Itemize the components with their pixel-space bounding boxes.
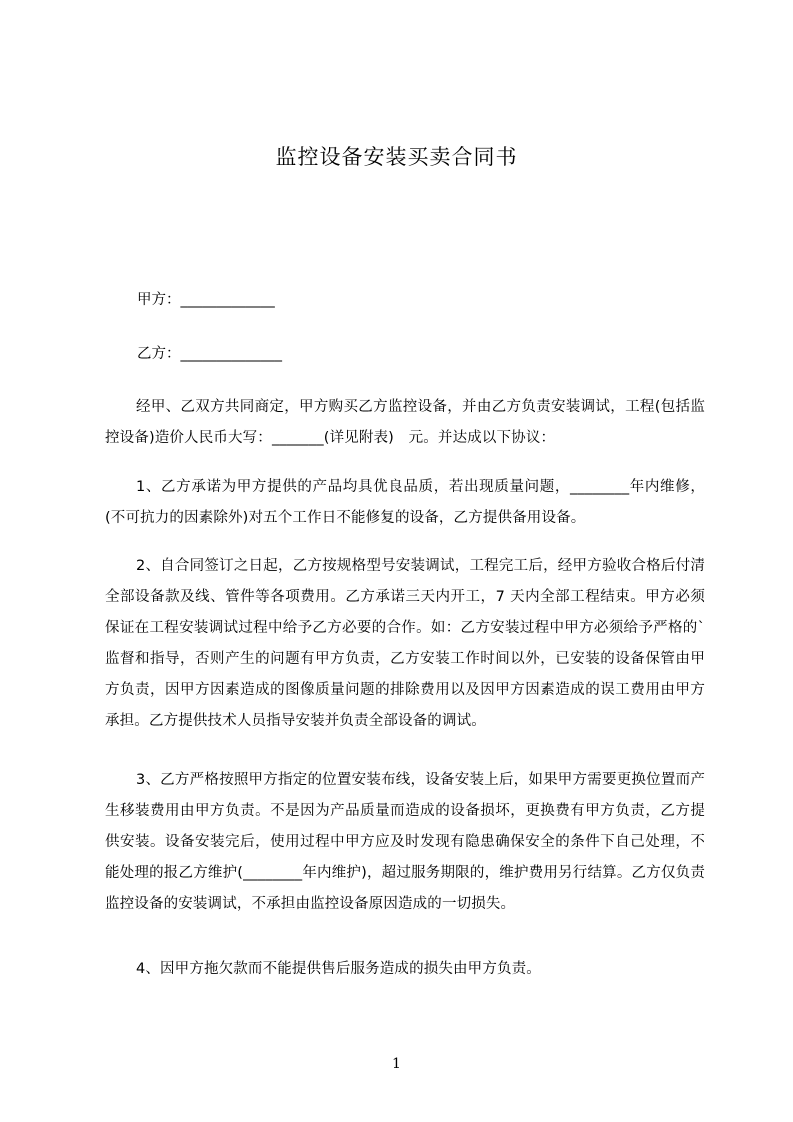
document-title: 监控设备安装买卖合同书 xyxy=(275,145,518,169)
clause-1-paragraph: 1、乙方承诺为甲方提供的产品均具优良品质，若出现质量问题，________年内维修，(不可抗力的因素除外)对五个工作日不能修复的设备，乙方提供备用设备。 xyxy=(105,479,705,526)
page-number: 1 xyxy=(392,1056,401,1072)
party-b-line: 乙方：______________ xyxy=(137,346,282,362)
party-a-line: 甲方：_____________ xyxy=(137,292,275,308)
clause-4-paragraph: 4、因甲方拖欠款而不能提供售后服务造成的损失由甲方负责。 xyxy=(136,961,541,977)
clause-2-paragraph: 2、自合同签订之日起，乙方按规格型号安装调试，工程完工后，经甲方验收合格后付清全部设备款及线、管件等各项费用。乙方承诺三天内开工，7 天内全部工程结束。甲方必须保证在工程安装调试过程中给予乙方必要的合作。如：乙方安装过程中甲方必须给予严格的`监督和指导，否则产生的问题有甲方负责，乙方安装工作时间以外，已安装的设备保管由甲方负责，因甲方因素造成的图像质量问题的排除费用以及因甲方因素造成的误工费用由甲方承担。乙方提供技术人员指导安装并负责全部设备的调试。 xyxy=(105,558,705,729)
intro-paragraph: 经甲、乙双方共同商定，甲方购买乙方监控设备，并由乙方负责安装调试，工程(包括监控设备)造价人民币大写：_______(详见附表) 元。并达成以下协议： xyxy=(105,399,705,446)
clause-3-paragraph: 3、乙方严格按照甲方指定的位置安装布线，设备安装上后，如果甲方需要更换位置而产生移装费用由甲方负责。不是因为产品质量而造成的设备损坏，更换费有甲方负责，乙方提供安装。设备安装完后，使用过程中甲方应及时发现有隐患确保安全的条件下自己处理，不能处理的报乙方维护(________年内维护)，超过服务期限的，维护费用另行结算。乙方仅负责监控设备的安装调试，不承担由监控设备原因造成的一切损失。 xyxy=(105,772,705,912)
